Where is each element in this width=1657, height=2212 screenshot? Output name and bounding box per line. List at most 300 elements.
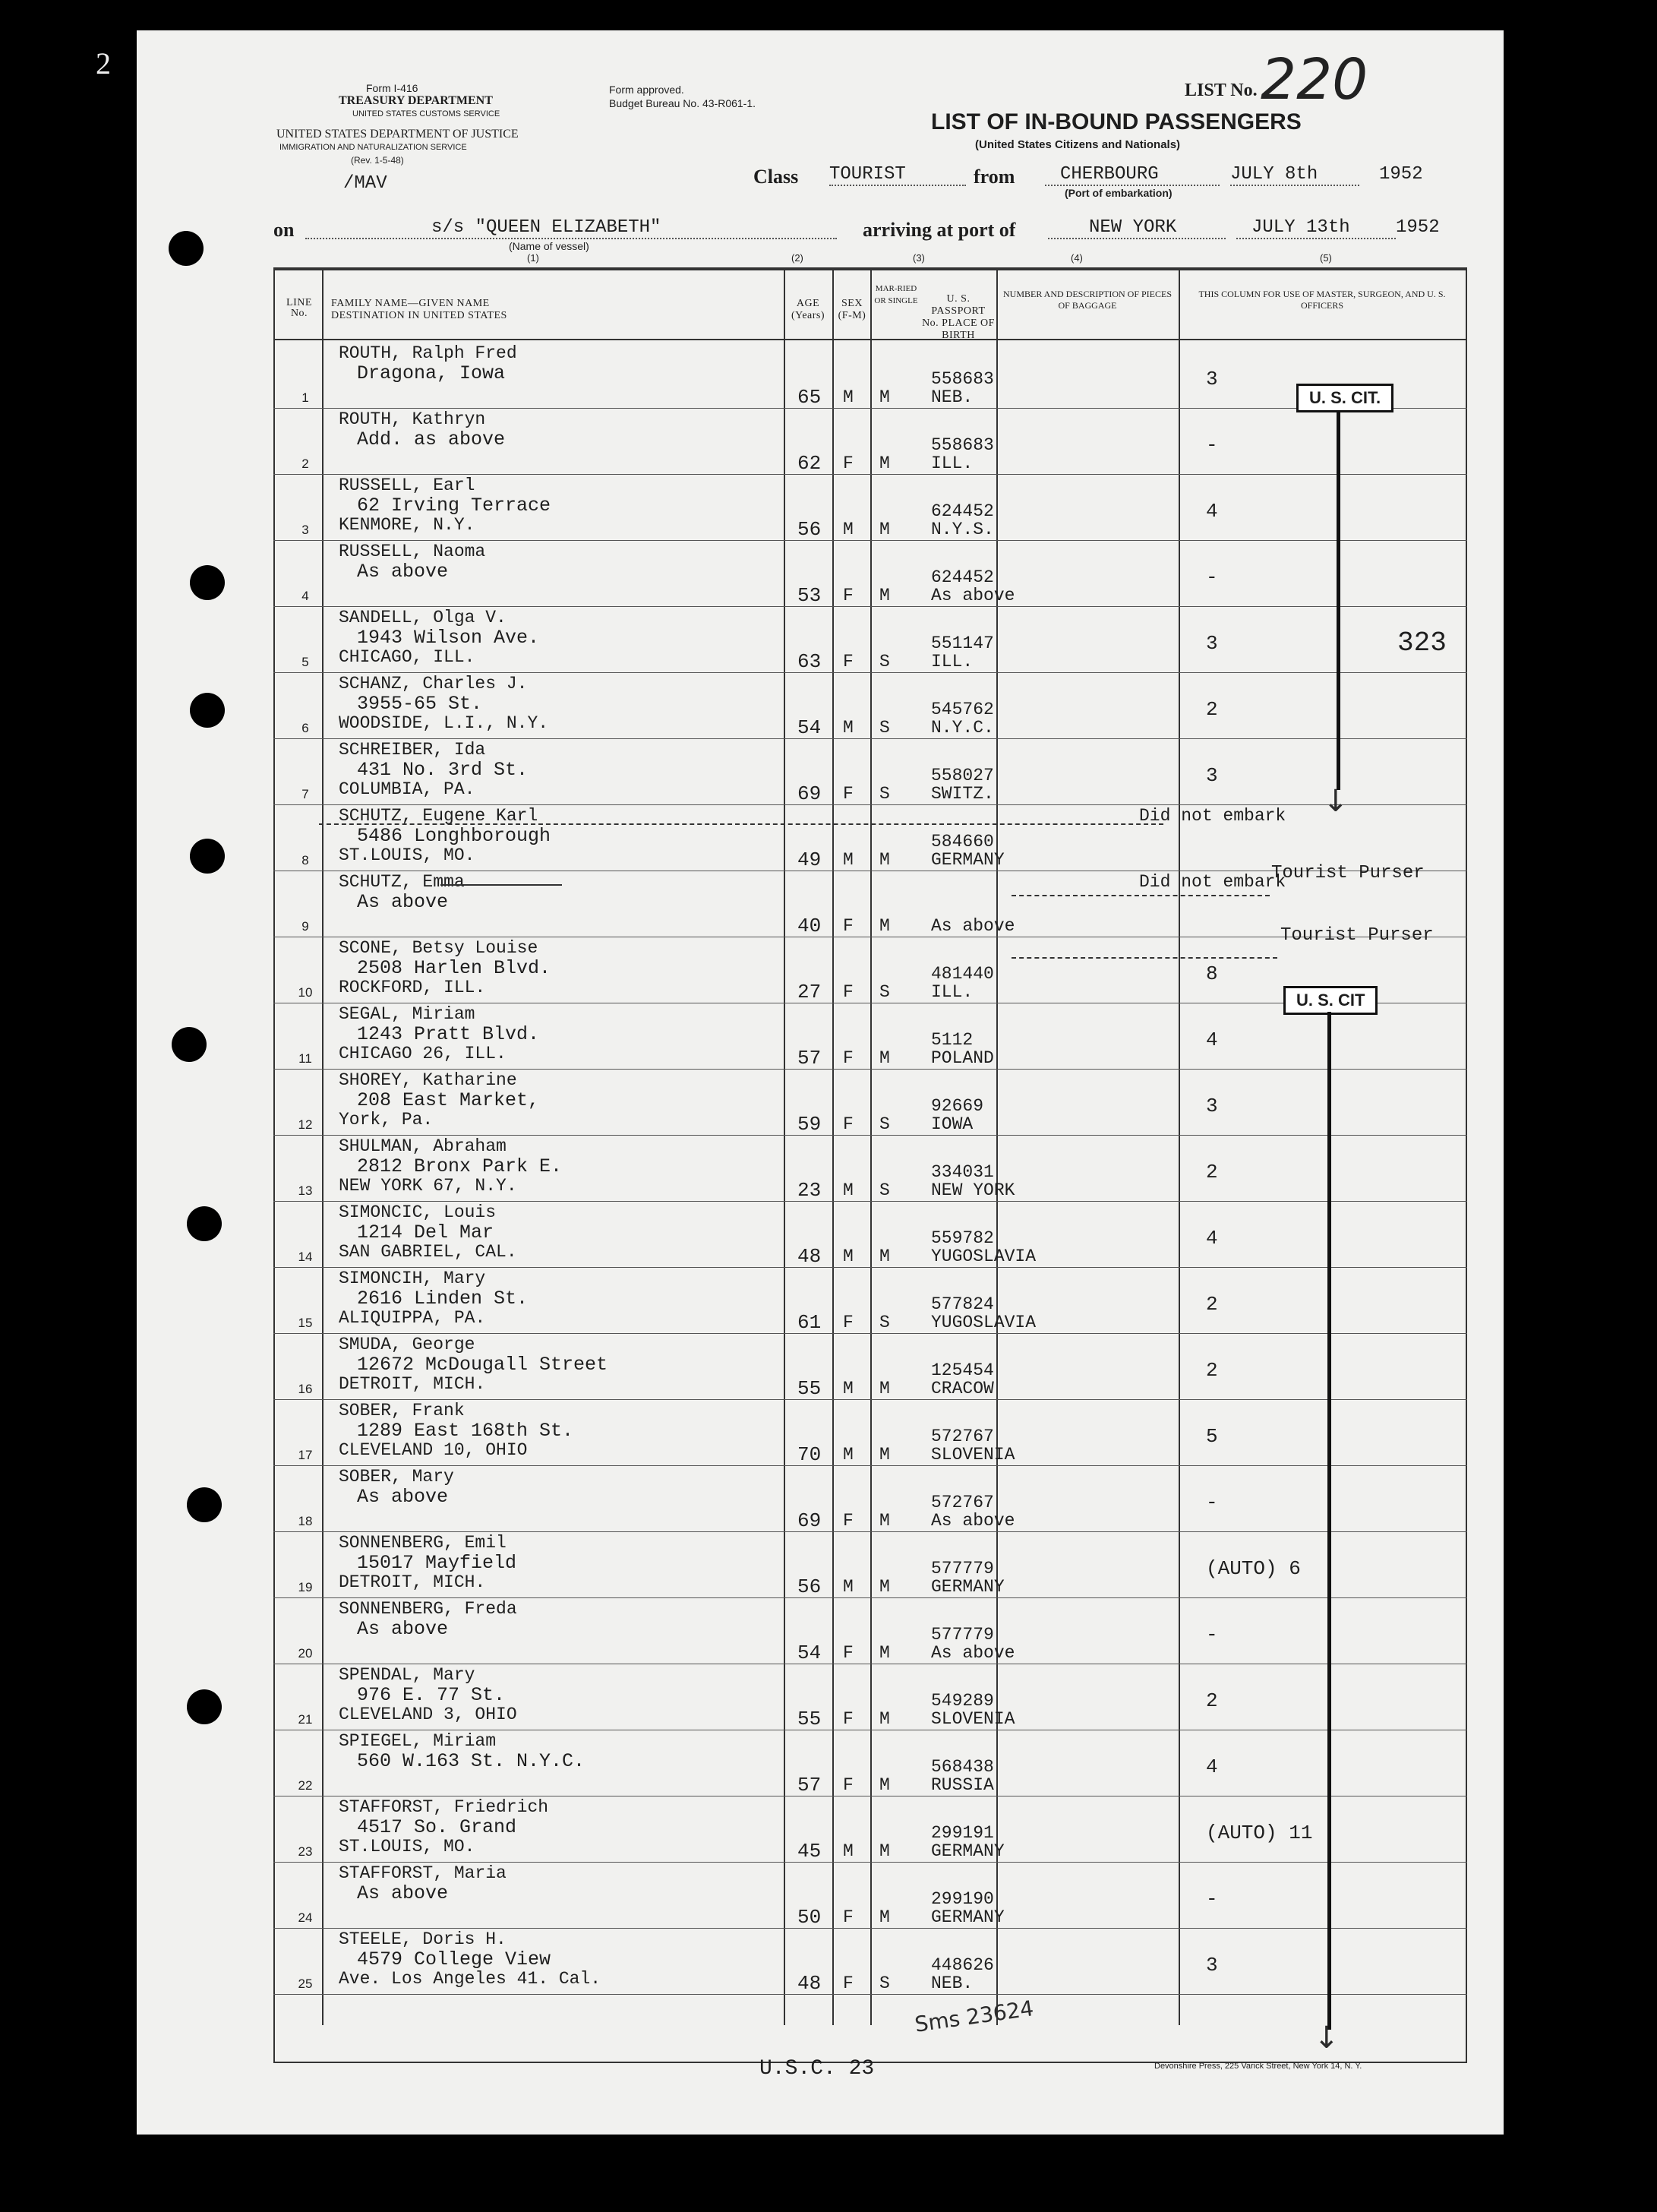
- baggage-count: 4: [1206, 1029, 1218, 1051]
- list-no-value: 220: [1261, 47, 1368, 112]
- table-row: [273, 1465, 1467, 1532]
- address-line-1: As above: [357, 1618, 449, 1640]
- place-of-birth: As above: [931, 916, 1015, 936]
- place-of-birth: GERMANY: [931, 1841, 1005, 1861]
- baggage-count: (AUTO) 6: [1206, 1557, 1301, 1580]
- address-line-1: 3955-65 St.: [357, 693, 483, 715]
- address-line-2: NEW YORK 67, N.Y.: [339, 1176, 517, 1196]
- line-number: 10: [298, 985, 313, 1000]
- place-of-birth: GERMANY: [931, 850, 1005, 870]
- age: 27: [797, 981, 822, 1003]
- passenger-name: SMUDA, George: [339, 1335, 475, 1354]
- table-row: [273, 672, 1467, 739]
- baggage-count: (AUTO) 11: [1206, 1822, 1313, 1844]
- passenger-name: STAFFORST, Friedrich: [339, 1797, 549, 1817]
- place-of-birth: ILL.: [931, 453, 974, 473]
- line-number: 9: [301, 919, 309, 934]
- line-number: 13: [298, 1183, 313, 1198]
- sex: F: [843, 586, 854, 605]
- baggage-count: 3: [1206, 1954, 1218, 1977]
- embark-date: JULY 8th: [1230, 164, 1359, 186]
- passport-number: 558683: [931, 435, 994, 455]
- marital-status: M: [879, 520, 890, 539]
- table-row: [273, 1069, 1467, 1136]
- passport-number: 545762: [931, 700, 994, 719]
- line-number: 5: [301, 655, 309, 669]
- sex: F: [843, 1709, 854, 1729]
- age: 61: [797, 1311, 822, 1334]
- line-number: 24: [298, 1910, 313, 1925]
- place-of-birth: GERMANY: [931, 1577, 1005, 1597]
- address-line-1: 15017 Mayfield: [357, 1552, 517, 1574]
- marital-status: M: [879, 1379, 890, 1398]
- line-number: 18: [298, 1514, 313, 1528]
- age: 50: [797, 1906, 822, 1929]
- age: 57: [797, 1047, 822, 1070]
- place-of-birth: As above: [931, 1511, 1015, 1531]
- age: 45: [797, 1840, 822, 1863]
- place-of-birth: SLOVENIA: [931, 1445, 1015, 1465]
- address-line-1: 5486 Longhborough: [357, 825, 551, 847]
- marital-status: M: [879, 1511, 890, 1531]
- col-header-name: FAMILY NAME—GIVEN NAME DESTINATION IN UNITED STATES: [331, 298, 507, 321]
- passport-number: 334031: [931, 1162, 994, 1182]
- passport-number: 577779: [931, 1625, 994, 1645]
- table-row: [273, 1267, 1467, 1334]
- line-number: 4: [301, 589, 309, 603]
- place-of-birth: POLAND: [931, 1048, 994, 1068]
- table-row: [273, 1796, 1467, 1863]
- col-header-married: MAR-RIED OR SINGLE: [874, 284, 918, 305]
- baggage-count: 4: [1206, 1755, 1218, 1778]
- purser-dash-2: [1012, 957, 1277, 959]
- punch-hole: [187, 1206, 222, 1241]
- on-label: on: [273, 219, 295, 241]
- address-line-2: WOODSIDE, L.I., N.Y.: [339, 713, 549, 733]
- baggage-count: 2: [1206, 1293, 1218, 1316]
- age: 23: [797, 1179, 822, 1202]
- line-number: 14: [298, 1250, 313, 1264]
- sex: M: [843, 850, 854, 870]
- place-of-birth: ILL.: [931, 652, 974, 672]
- punch-hole: [190, 839, 225, 874]
- passenger-name: SPENDAL, Mary: [339, 1665, 475, 1685]
- ins-service: IMMIGRATION AND NATURALIZATION SERVICE: [279, 143, 467, 152]
- table-row: [273, 1135, 1467, 1202]
- sex: F: [843, 982, 854, 1002]
- passport-number: 549289: [931, 1691, 994, 1711]
- baggage-count: -: [1206, 1491, 1218, 1514]
- sex: F: [843, 1313, 854, 1332]
- marital-status: S: [879, 1313, 890, 1332]
- address-line-1: 4579 College View: [357, 1948, 551, 1970]
- marital-status: M: [879, 1775, 890, 1795]
- address-line-1: 62 Irving Terrace: [357, 495, 551, 517]
- sex: M: [843, 1841, 854, 1861]
- passport-number: 559782: [931, 1228, 994, 1248]
- baggage-count: 3: [1206, 1095, 1218, 1117]
- age: 40: [797, 915, 822, 937]
- revision: (Rev. 1-5-48): [351, 155, 404, 166]
- baggage-count: -: [1206, 434, 1218, 457]
- marital-status: M: [879, 1907, 890, 1927]
- passenger-name: SHULMAN, Abraham: [339, 1136, 507, 1156]
- purser-note-1: Tourist Purser: [1271, 863, 1425, 883]
- arrival-date: JULY 13th: [1236, 217, 1396, 239]
- passenger-name: SCONE, Betsy Louise: [339, 938, 538, 958]
- sex: F: [843, 453, 854, 473]
- colnum-4: (4): [1071, 252, 1083, 264]
- sex: F: [843, 916, 854, 936]
- baggage-count: -: [1206, 1623, 1218, 1646]
- passport-number: 551147: [931, 634, 994, 653]
- punch-hole: [190, 693, 225, 728]
- embark-year: 1952: [1379, 164, 1423, 185]
- table-row: [273, 1664, 1467, 1730]
- sex: F: [843, 1907, 854, 1927]
- address-line-1: 2508 Harlen Blvd.: [357, 957, 551, 979]
- line-number: 3: [301, 523, 309, 537]
- line-number: 8: [301, 853, 309, 867]
- passenger-name: SEGAL, Miriam: [339, 1004, 475, 1024]
- corner-mark: 2: [96, 46, 111, 81]
- punch-hole: [187, 1689, 222, 1724]
- sex: F: [843, 1973, 854, 1993]
- address-line-1: 560 W.163 St. N.Y.C.: [357, 1750, 585, 1772]
- treasury-dept: TREASURY DEPARTMENT: [339, 94, 493, 107]
- sex: M: [843, 387, 854, 407]
- address-line-1: 1289 East 168th St.: [357, 1420, 574, 1442]
- passenger-name: SCHANZ, Charles J.: [339, 674, 528, 694]
- address-line-2: CHICAGO 26, ILL.: [339, 1044, 507, 1063]
- passport-number: 624452: [931, 501, 994, 521]
- address-line-1: 2812 Bronx Park E.: [357, 1155, 563, 1177]
- marital-status: M: [879, 1841, 890, 1861]
- sex: F: [843, 1643, 854, 1663]
- marital-status: S: [879, 1973, 890, 1993]
- age: 69: [797, 782, 822, 805]
- passport-number: 624452: [931, 567, 994, 587]
- address-line-2: CLEVELAND 3, OHIO: [339, 1705, 517, 1724]
- cancel-dash-8: [319, 823, 1163, 825]
- vessel-caption: (Name of vessel): [509, 240, 589, 252]
- passenger-name: RUSSELL, Earl: [339, 476, 475, 495]
- col-header-sex: SEX (F-M): [838, 298, 866, 321]
- place-of-birth: GERMANY: [931, 1907, 1005, 1927]
- passport-number: 125454: [931, 1360, 994, 1380]
- baggage-count: -: [1206, 566, 1218, 589]
- address-line-2: York, Pa.: [339, 1110, 434, 1130]
- col-header-line: LINE No.: [286, 297, 312, 319]
- form-number: Form I-416: [366, 82, 418, 94]
- table-row: [273, 1201, 1467, 1268]
- bracket-arrow-2: [1327, 1012, 1331, 2030]
- sex: F: [843, 652, 854, 672]
- address-line-1: As above: [357, 561, 449, 583]
- table-row: [273, 408, 1467, 475]
- passport-number: 92669: [931, 1096, 984, 1116]
- form-approved: Form approved.: [609, 84, 684, 96]
- passport-number: 299191: [931, 1823, 994, 1843]
- place-of-birth: NEB.: [931, 387, 974, 407]
- address-line-1: Add. as above: [357, 428, 506, 450]
- table-row: [273, 738, 1467, 805]
- address-line-1: 208 East Market,: [357, 1089, 540, 1111]
- budget-bureau: Budget Bureau No. 43-R061-1.: [609, 97, 756, 109]
- table-row: [273, 1531, 1467, 1598]
- passenger-name: ROUTH, Ralph Fred: [339, 343, 517, 363]
- baggage-count: 4: [1206, 500, 1218, 523]
- marital-status: M: [879, 1247, 890, 1266]
- age: 56: [797, 1575, 822, 1598]
- place-of-birth: SLOVENIA: [931, 1709, 1015, 1729]
- purser-dash-1: [1012, 895, 1270, 896]
- marital-status: M: [879, 1643, 890, 1663]
- marital-status: M: [879, 586, 890, 605]
- marital-status: S: [879, 1180, 890, 1200]
- place-of-birth: IOWA: [931, 1114, 974, 1134]
- arrow-head-2: ↓: [1314, 2021, 1340, 2056]
- marital-status: S: [879, 784, 890, 804]
- passenger-name: SCHUTZ, Emma: [339, 872, 465, 892]
- punch-hole: [169, 231, 204, 266]
- sex: M: [843, 718, 854, 738]
- marital-status: S: [879, 718, 890, 738]
- from-value: CHERBOURG: [1045, 164, 1220, 186]
- address-line-1: As above: [357, 891, 449, 913]
- table-row: [273, 1928, 1467, 1995]
- passport-number: 5112: [931, 1030, 974, 1050]
- address-line-1: Dragona, Iowa: [357, 362, 506, 384]
- age: 70: [797, 1443, 822, 1466]
- address-line-2: ST.LOUIS, MO.: [339, 845, 475, 865]
- sex: M: [843, 1247, 854, 1266]
- line-number: 2: [301, 457, 309, 471]
- address-line-1: 1214 Del Mar: [357, 1221, 494, 1243]
- baggage-count: 3: [1206, 632, 1218, 655]
- purser-note-2: Tourist Purser: [1280, 925, 1434, 946]
- cancel-line-9: [440, 884, 562, 886]
- passenger-name: SONNENBERG, Emil: [339, 1533, 507, 1553]
- handwritten-reference: Sms 23624: [913, 1996, 1036, 2037]
- sex: M: [843, 1577, 854, 1597]
- age: 49: [797, 848, 822, 871]
- baggage-count: 3: [1206, 764, 1218, 787]
- passenger-name: SCHREIBER, Ida: [339, 740, 486, 760]
- age: 48: [797, 1245, 822, 1268]
- justice-dept: UNITED STATES DEPARTMENT OF JUSTICE: [276, 128, 519, 141]
- age: 62: [797, 452, 822, 475]
- passenger-name: SCHUTZ, Eugene Karl: [339, 806, 538, 826]
- baggage-count: 2: [1206, 1359, 1218, 1382]
- customs-service: UNITED STATES CUSTOMS SERVICE: [352, 109, 500, 118]
- sex: F: [843, 784, 854, 804]
- baggage-count: 3: [1206, 368, 1218, 390]
- passenger-name: ROUTH, Kathryn: [339, 409, 486, 429]
- punch-hole: [172, 1027, 207, 1062]
- page-title: LIST OF IN-BOUND PASSENGERS: [931, 109, 1302, 134]
- passenger-name: SANDELL, Olga V.: [339, 608, 507, 627]
- marital-status: M: [879, 916, 890, 936]
- arrow-head-1: ↓: [1323, 784, 1349, 819]
- sex: F: [843, 1511, 854, 1531]
- address-line-1: 1943 Wilson Ave.: [357, 627, 540, 649]
- marital-status: M: [879, 850, 890, 870]
- marital-status: M: [879, 1445, 890, 1465]
- passenger-name: SHOREY, Katharine: [339, 1070, 517, 1090]
- table-row: [273, 540, 1467, 607]
- table-row: [273, 1730, 1467, 1796]
- baggage-count: -: [1206, 1888, 1218, 1910]
- list-no-label: LIST No.: [1185, 81, 1258, 100]
- sex: F: [843, 1114, 854, 1134]
- place-of-birth: YUGOSLAVIA: [931, 1247, 1037, 1266]
- address-line-1: 1243 Pratt Blvd.: [357, 1023, 540, 1045]
- address-line-1: As above: [357, 1486, 449, 1508]
- passport-number: 448626: [931, 1955, 994, 1975]
- passenger-name: SOBER, Mary: [339, 1467, 454, 1487]
- passenger-name: STEELE, Doris H.: [339, 1929, 507, 1949]
- address-line-2: COLUMBIA, PA.: [339, 779, 475, 799]
- passenger-name: SOBER, Frank: [339, 1401, 465, 1420]
- address-line-1: 2616 Linden St.: [357, 1288, 529, 1310]
- line-number: 25: [298, 1977, 313, 1991]
- address-line-1: 431 No. 3rd St.: [357, 759, 529, 781]
- age: 48: [797, 1972, 822, 1995]
- line-number: 23: [298, 1844, 313, 1859]
- line-number: 15: [298, 1316, 313, 1330]
- passport-number: 584660: [931, 832, 994, 852]
- footer-form: U.S.C. 23: [759, 2057, 875, 2081]
- address-line-1: As above: [357, 1882, 449, 1904]
- address-line-2: DETROIT, MICH.: [339, 1572, 486, 1592]
- sex: M: [843, 1379, 854, 1398]
- baggage-count: Did not embark: [1139, 806, 1286, 826]
- age: 59: [797, 1113, 822, 1136]
- table-row: [273, 606, 1467, 673]
- table-row: [273, 1862, 1467, 1929]
- table-row: [273, 1597, 1467, 1664]
- address-line-1: 4517 So. Grand: [357, 1816, 517, 1838]
- marital-status: M: [879, 1048, 890, 1068]
- baggage-count: 4: [1206, 1227, 1218, 1250]
- line-number: 17: [298, 1448, 313, 1462]
- passport-number: 572767: [931, 1493, 994, 1512]
- passport-number: 572767: [931, 1427, 994, 1446]
- baggage-count: 2: [1206, 1161, 1218, 1183]
- col-header-baggage: NUMBER AND DESCRIPTION OF PIECES OF BAGGAGE: [1002, 289, 1173, 311]
- table-row: [273, 342, 1467, 409]
- place-of-birth: ILL.: [931, 982, 974, 1002]
- sex: M: [843, 1180, 854, 1200]
- footer-printer: Devonshire Press, 225 Varick Street, New York 14, N. Y.: [1154, 2062, 1362, 2071]
- colnum-1: (1): [527, 252, 539, 264]
- punch-hole: [187, 1487, 222, 1522]
- place-of-birth: SWITZ.: [931, 784, 994, 804]
- baggage-count: 2: [1206, 698, 1218, 721]
- marital-status: S: [879, 652, 890, 672]
- line-number: 22: [298, 1778, 313, 1793]
- place-of-birth: N.Y.C.: [931, 718, 994, 738]
- line-number: 20: [298, 1646, 313, 1661]
- passport-number: 558027: [931, 766, 994, 785]
- baggage-count: Did not embark: [1139, 872, 1286, 892]
- age: 55: [797, 1708, 822, 1730]
- page-subtitle: (United States Citizens and Nationals): [975, 138, 1181, 151]
- place-of-birth: YUGOSLAVIA: [931, 1313, 1037, 1332]
- sex: M: [843, 1445, 854, 1465]
- arriving-label: arriving at port of: [863, 219, 1016, 241]
- sex: M: [843, 520, 854, 539]
- line-number: 7: [301, 787, 309, 801]
- passport-number: 577824: [931, 1294, 994, 1314]
- address-line-2: SAN GABRIEL, CAL.: [339, 1242, 517, 1262]
- address-line-2: KENMORE, N.Y.: [339, 515, 475, 535]
- place-of-birth: As above: [931, 1643, 1015, 1663]
- baggage-count: 8: [1206, 962, 1218, 985]
- table-row: [273, 1333, 1467, 1400]
- marital-status: S: [879, 1114, 890, 1134]
- address-line-2: ST.LOUIS, MO.: [339, 1837, 475, 1856]
- address-line-1: 12672 McDougall Street: [357, 1354, 608, 1376]
- colnum-3: (3): [913, 252, 925, 264]
- age: 63: [797, 650, 822, 673]
- line-number: 11: [298, 1051, 312, 1066]
- us-citizen-stamp-2: U. S. CIT: [1283, 986, 1378, 1015]
- marital-status: M: [879, 1709, 890, 1729]
- passport-number: 568438: [931, 1757, 994, 1777]
- sex: F: [843, 1048, 854, 1068]
- col-header-officers: THIS COLUMN FOR USE OF MASTER, SURGEON, AND U. S. OFFICERS: [1198, 289, 1446, 311]
- marital-status: M: [879, 453, 890, 473]
- age: 56: [797, 518, 822, 541]
- place-of-birth: RUSSIA: [931, 1775, 994, 1795]
- col-header-age: AGE (Years): [791, 298, 825, 321]
- line-number: 1: [301, 390, 309, 405]
- class-label: Class: [753, 166, 799, 188]
- passenger-name: SIMONCIH, Mary: [339, 1269, 486, 1288]
- place-of-birth: N.Y.S.: [931, 520, 994, 539]
- table-row: [273, 804, 1467, 871]
- us-citizen-stamp-1: U. S. CIT.: [1296, 384, 1393, 412]
- line-number: 6: [301, 721, 309, 735]
- address-line-2: CHICAGO, ILL.: [339, 647, 475, 667]
- table-row: [273, 474, 1467, 541]
- bracket-arrow-1: [1337, 410, 1340, 790]
- line-number: 19: [298, 1580, 313, 1594]
- line-number: 12: [298, 1117, 313, 1132]
- punch-hole: [190, 565, 225, 600]
- passenger-name: SONNENBERG, Freda: [339, 1599, 517, 1619]
- age: 54: [797, 716, 822, 739]
- address-line-2: ROCKFORD, ILL.: [339, 978, 486, 997]
- address-line-1: 976 E. 77 St.: [357, 1684, 506, 1706]
- age: 65: [797, 386, 822, 409]
- passport-number: 481440: [931, 964, 994, 984]
- passenger-name: SPIEGEL, Miriam: [339, 1731, 497, 1751]
- age: 53: [797, 584, 822, 607]
- passenger-name: RUSSELL, Naoma: [339, 542, 486, 561]
- marital-status: S: [879, 982, 890, 1002]
- address-line-2: DETROIT, MICH.: [339, 1374, 486, 1394]
- line-number: 21: [298, 1712, 313, 1727]
- place-of-birth: CRACOW: [931, 1379, 994, 1398]
- table-row: [273, 1399, 1467, 1466]
- baggage-count: 5: [1206, 1425, 1218, 1448]
- age: 55: [797, 1377, 822, 1400]
- arrival-year: 1952: [1396, 217, 1440, 238]
- class-value: TOURIST: [829, 164, 966, 186]
